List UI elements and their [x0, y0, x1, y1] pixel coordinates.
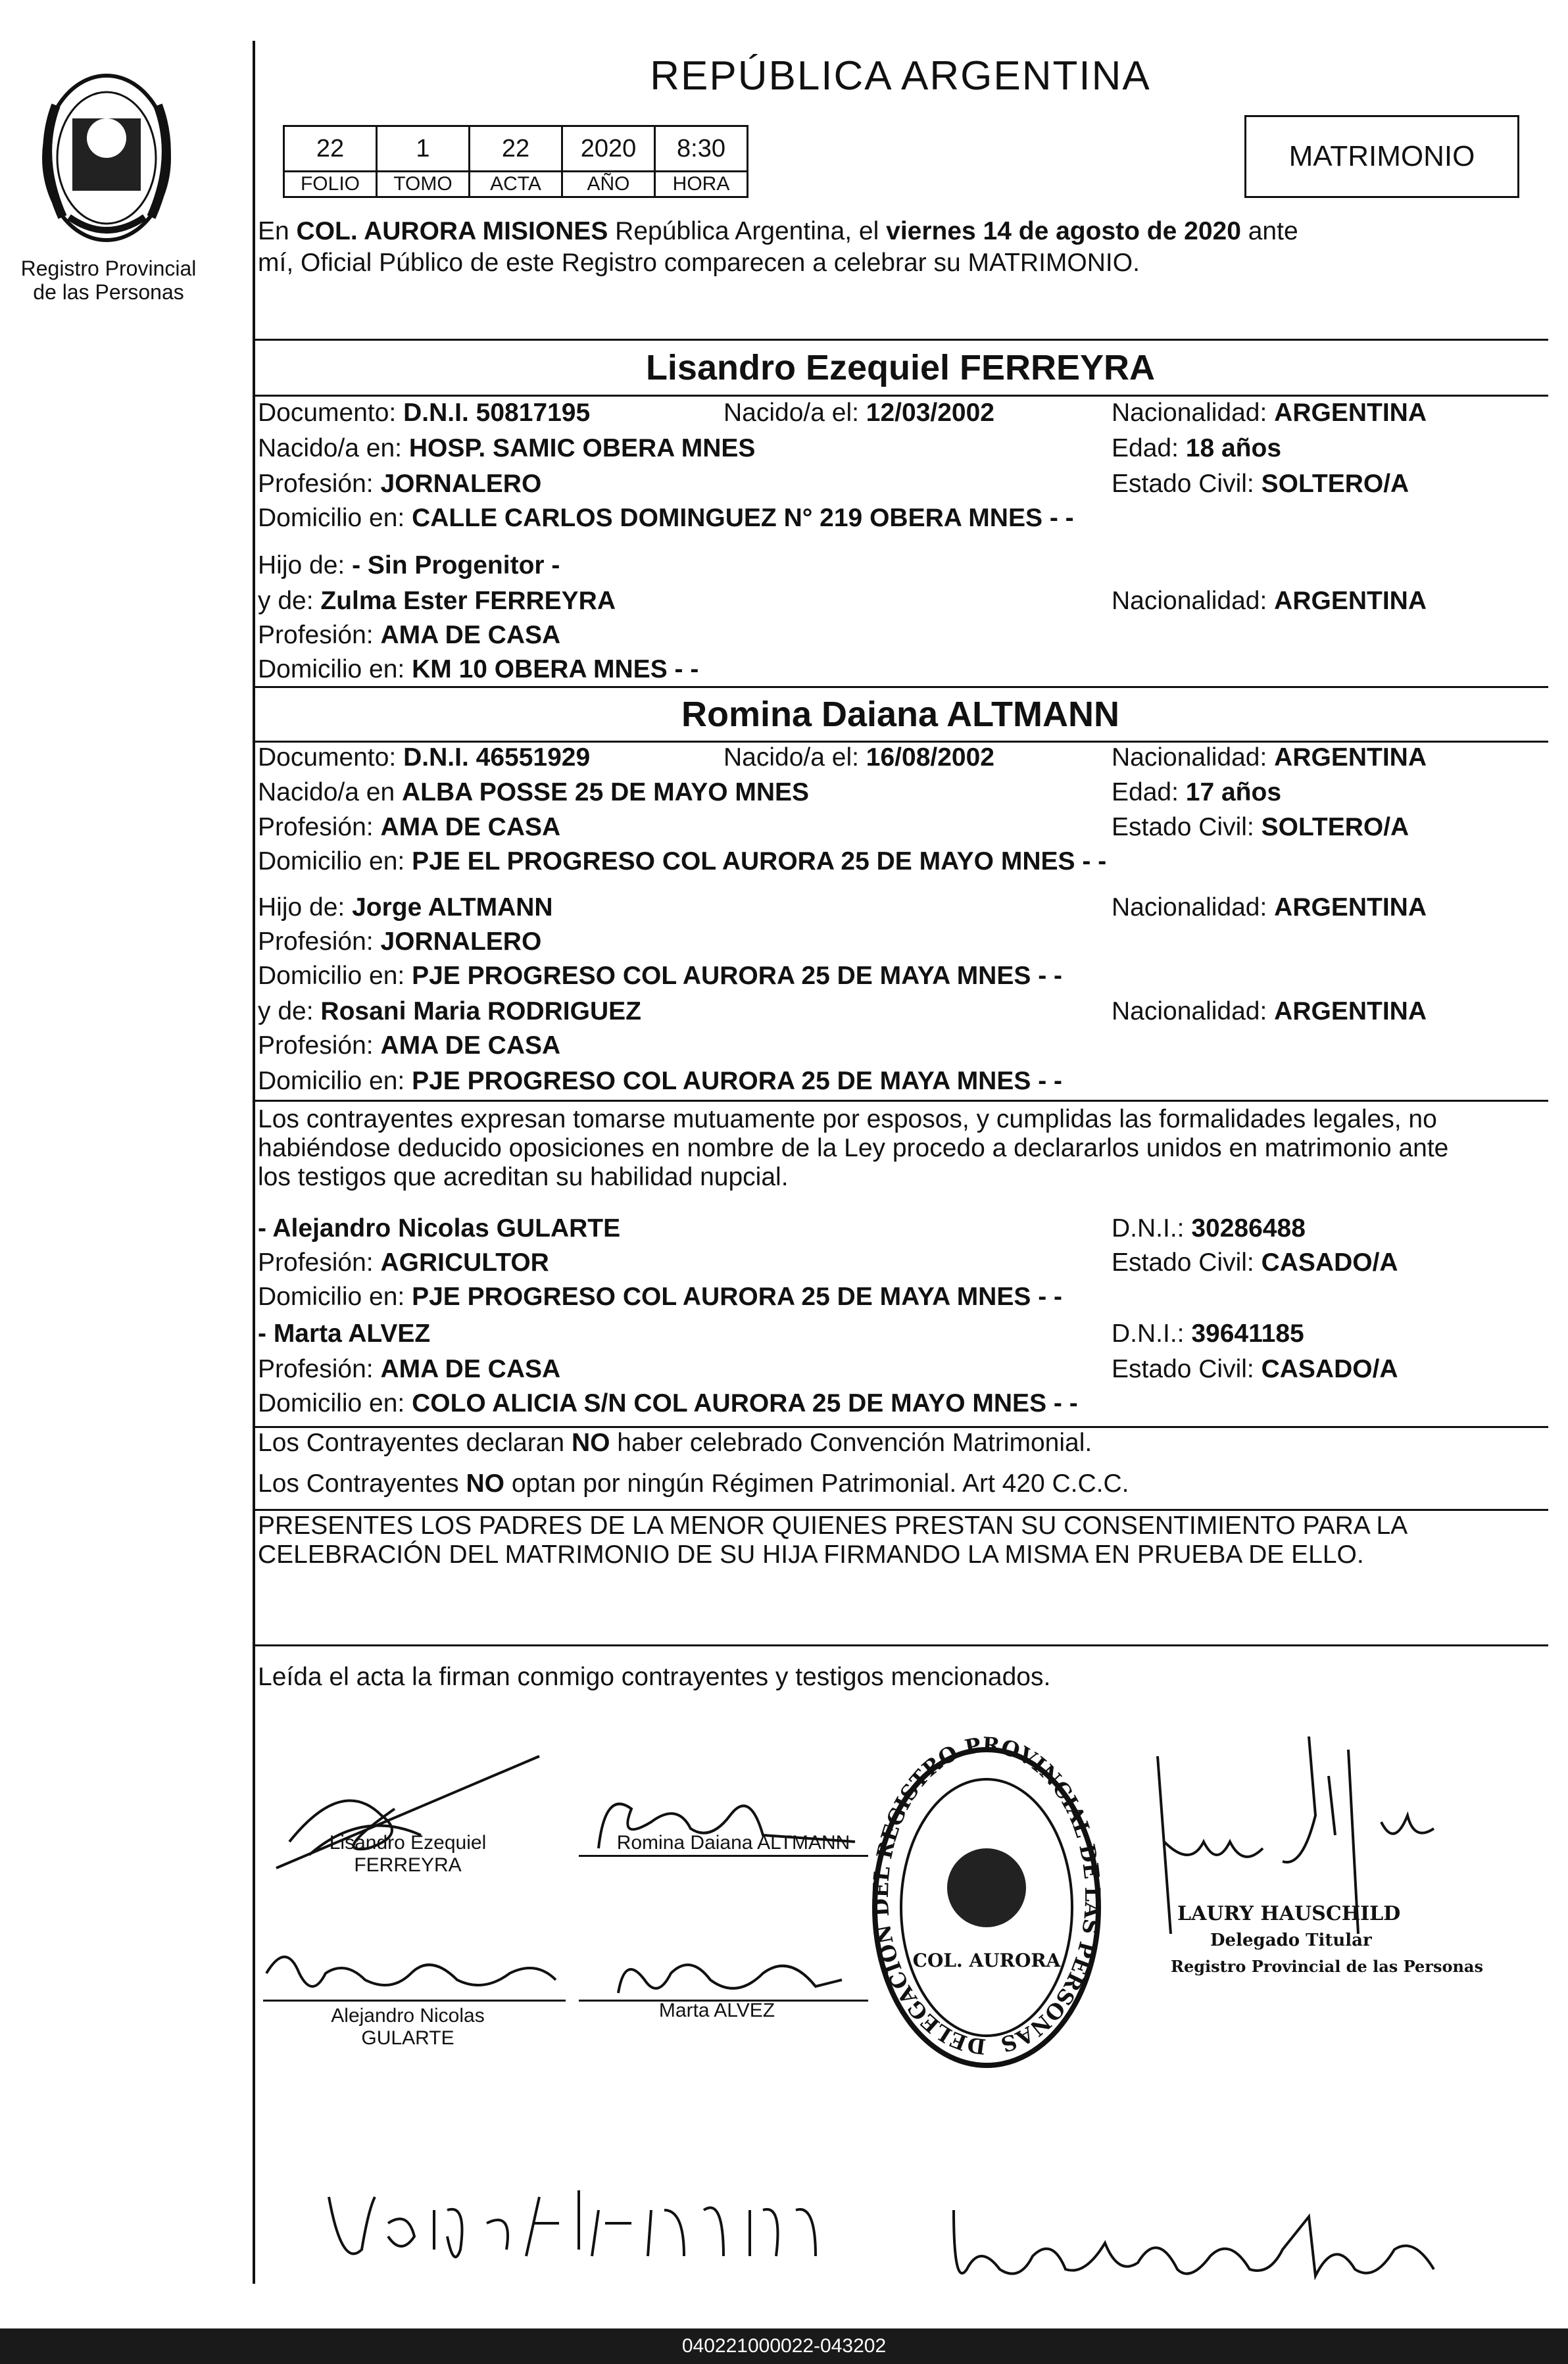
groom-birthplace — [258, 434, 755, 463]
value: PJE EL PROGRESO COL AURORA 25 DE MAYO MNES - - — [412, 847, 1107, 875]
label: D.N.I.: — [1112, 1319, 1185, 1348]
registry-label — [0, 257, 217, 304]
divider — [254, 1100, 1548, 1102]
groom-father — [258, 551, 560, 580]
value: - Alejandro Nicolas GULARTE — [258, 1214, 621, 1243]
official-role: Delegado Titular — [1210, 1931, 1372, 1950]
value: HOSP. SAMIC OBERA MNES — [408, 434, 756, 462]
bride-mother-nat — [1112, 997, 1427, 1026]
witness1-civil — [1112, 1248, 1398, 1277]
value: AMA DE CASA — [380, 1031, 561, 1060]
value: CASADO/A — [1261, 1355, 1398, 1383]
value: AMA DE CASA — [380, 813, 561, 841]
intro-mid: República Argentina, el — [608, 217, 887, 245]
official-block — [1171, 1901, 1513, 1980]
year-value: 2020 — [562, 126, 655, 172]
bride-age — [1112, 778, 1281, 807]
value: AMA DE CASA — [380, 621, 561, 649]
label: Edad: — [1112, 434, 1179, 462]
label: Profesión: — [258, 1355, 374, 1383]
text: NO — [466, 1469, 505, 1498]
value: ARGENTINA — [1274, 997, 1427, 1025]
value: AMA DE CASA — [380, 1355, 561, 1383]
value: PJE PROGRESO COL AURORA 25 DE MAYA MNES - - — [412, 1067, 1063, 1095]
witness2-signature — [592, 1940, 868, 2006]
label: Domicilio en: — [258, 1283, 405, 1311]
witness1-sig-label — [309, 2005, 506, 2050]
witness2-name — [258, 1319, 430, 1348]
value: CALLE CARLOS DOMINGUEZ N° 219 OBERA MNES - - — [412, 504, 1074, 532]
signature-line — [579, 1855, 868, 1857]
document-id-footer: 040221000022-043202 — [0, 2328, 1568, 2364]
divider — [254, 1509, 1548, 1511]
label: Domicilio en: — [258, 847, 405, 875]
text: optan por ningún Régimen Patrimonial. Art 420 C.C.C. — [504, 1469, 1129, 1498]
label: Hijo de: — [258, 551, 345, 579]
label: Profesión: — [258, 813, 374, 841]
page-title: REPÚBLICA ARGENTINA — [650, 53, 1151, 99]
bride-father — [258, 893, 553, 922]
divider — [254, 1644, 1548, 1646]
groom-age — [1112, 434, 1281, 463]
value: SOLTERO/A — [1261, 470, 1409, 498]
registry-label-line2: de las Personas — [33, 280, 184, 304]
registry-seal — [30, 66, 184, 253]
bride-doc — [258, 743, 590, 772]
witness1-prof — [258, 1248, 549, 1277]
declaration-line1: Los contrayentes expresan tomarse mutuamente por esposos, y cumplidas las formalidades legales, no — [258, 1105, 1437, 1133]
record-type-box: MATRIMONIO — [1244, 115, 1519, 198]
hour-label: HORA — [655, 172, 748, 197]
intro-place: COL. AURORA MISIONES — [296, 217, 608, 245]
label: Profesión: — [258, 470, 374, 498]
bride-sig-label: Romina Daiana ALTMANN — [616, 1832, 850, 1854]
divider — [254, 395, 1548, 397]
witness1-dni — [1112, 1214, 1306, 1243]
witness2-sig-label: Marta ALVEZ — [658, 2000, 775, 2021]
record-grid — [283, 125, 748, 198]
folio-label: FOLIO — [284, 172, 377, 197]
bride-mother-addr — [258, 1067, 1062, 1096]
groom-mother-nat — [1112, 587, 1427, 616]
witness2-civil — [1112, 1355, 1398, 1384]
record-values — [284, 126, 748, 172]
label: Nacionalidad: — [1112, 587, 1267, 615]
text: Los Contrayentes declaran — [258, 1429, 572, 1457]
label: D.N.I.: — [1112, 1214, 1185, 1243]
groom-civil — [1112, 470, 1409, 499]
witness1-sig-l1: Alejandro Nicolas — [331, 2005, 485, 2027]
label: Documento: — [258, 743, 397, 772]
bride-father-addr — [258, 962, 1062, 991]
text: NO — [571, 1429, 610, 1457]
bride-father-nat — [1112, 893, 1427, 922]
label: Estado Civil: — [1112, 470, 1254, 498]
value: D.N.I. 46551929 — [403, 743, 591, 772]
groom-born — [723, 399, 994, 428]
divider — [254, 339, 1548, 341]
groom-mother — [258, 587, 616, 616]
groom-prof — [258, 470, 541, 499]
declaration-line3: los testigos que acreditan su habilidad nupcial. — [258, 1163, 789, 1191]
witness1-sig-l2: GULARTE — [361, 2027, 454, 2049]
folio-value: 22 — [284, 126, 377, 172]
tomo-value: 1 — [377, 126, 470, 172]
label: Nacionalidad: — [1112, 399, 1267, 427]
label: y de: — [258, 587, 314, 615]
witness2-dni — [1112, 1319, 1304, 1348]
groom-nat — [1112, 399, 1427, 428]
label: Domicilio en: — [258, 655, 405, 683]
value: 39641185 — [1191, 1319, 1304, 1348]
bride-civil — [1112, 813, 1409, 842]
record-labels — [284, 172, 748, 197]
official-stamp — [862, 1736, 1112, 2079]
groom-mother-prof — [258, 621, 560, 650]
stamp-center-text: COL. AURORA — [912, 1950, 1061, 1971]
year-label: AÑO — [562, 172, 655, 197]
value: 12/03/2002 — [866, 399, 994, 427]
value: 18 años — [1185, 434, 1282, 462]
witness2-prof — [258, 1355, 560, 1384]
bride-nat — [1112, 743, 1427, 772]
bride-mother-prof — [258, 1031, 560, 1060]
label: Nacido/a el: — [723, 399, 859, 427]
label: Profesión: — [258, 621, 374, 649]
value: 16/08/2002 — [866, 743, 994, 772]
declaration — [258, 1105, 1544, 1192]
value: Zulma Ester FERREYRA — [320, 587, 616, 615]
label: Nacido/a el: — [723, 743, 859, 772]
label: Domicilio en: — [258, 1389, 405, 1417]
label: Nacionalidad: — [1112, 893, 1267, 922]
bride-addr — [258, 847, 1106, 876]
label: Domicilio en: — [258, 1067, 405, 1095]
value: COLO ALICIA S/N COL AURORA 25 DE MAYO MNES - - — [412, 1389, 1078, 1417]
groom-mother-addr — [258, 655, 698, 684]
value: ARGENTINA — [1274, 587, 1427, 615]
value: - Sin Progenitor - — [352, 551, 560, 579]
intro-en: En — [258, 217, 297, 245]
groom-doc — [258, 399, 590, 428]
text: haber celebrado Convención Matrimonial. — [610, 1429, 1092, 1457]
witness2-addr — [258, 1389, 1078, 1418]
value: KM 10 OBERA MNES - - — [412, 655, 699, 683]
value: - Marta ALVEZ — [258, 1319, 431, 1348]
label: Estado Civil: — [1112, 813, 1254, 841]
intro-line2: mí, Oficial Público de este Registro comparecen a celebrar su MATRIMONIO. — [258, 249, 1140, 277]
official-office: Registro Provincial de las Personas — [1171, 1957, 1483, 1976]
label: Nacido/a en: — [258, 434, 402, 462]
consent-line1: PRESENTES LOS PADRES DE LA MENOR QUIENES PRESTAN SU CONSENTIMIENTO PARA LA — [258, 1512, 1408, 1540]
witness1-addr — [258, 1283, 1062, 1312]
hour-value: 8:30 — [655, 126, 748, 172]
label: Edad: — [1112, 778, 1179, 806]
acta-label: ACTA — [470, 172, 562, 197]
label: Profesión: — [258, 1031, 374, 1060]
value: 17 años — [1185, 778, 1282, 806]
label: y de: — [258, 997, 314, 1025]
value: AGRICULTOR — [380, 1248, 549, 1277]
label: Nacionalidad: — [1112, 743, 1267, 772]
groom-sig-l2: FERREYRA — [354, 1854, 462, 1876]
divider — [254, 1426, 1548, 1428]
tomo-label: TOMO — [377, 172, 470, 197]
value: ALBA POSSE 25 DE MAYO MNES — [401, 778, 810, 806]
value: 30286488 — [1191, 1214, 1306, 1243]
bride-birthplace — [258, 778, 809, 807]
label: Estado Civil: — [1112, 1355, 1254, 1383]
groom-addr — [258, 504, 1074, 533]
regime-text — [258, 1469, 1129, 1498]
value: ARGENTINA — [1274, 893, 1427, 922]
intro-line1 — [258, 217, 1298, 246]
label: Nacionalidad: — [1112, 997, 1267, 1025]
bride-born — [723, 743, 994, 772]
value: ARGENTINA — [1274, 399, 1427, 427]
label: Documento: — [258, 399, 397, 427]
intro-date: viernes 14 de agosto de 2020 — [886, 217, 1241, 245]
bride-mother — [258, 997, 641, 1026]
groom-name: Lisandro Ezequiel FERREYRA — [645, 348, 1156, 387]
divider — [254, 686, 1548, 688]
value: PJE PROGRESO COL AURORA 25 DE MAYA MNES - - — [412, 1283, 1063, 1311]
convention-text — [258, 1429, 1092, 1458]
label: Nacido/a en — [258, 778, 395, 806]
value: CASADO/A — [1261, 1248, 1398, 1277]
signature-line — [263, 2000, 566, 2002]
value: Rosani Maria RODRIGUEZ — [320, 997, 641, 1025]
label: Domicilio en: — [258, 962, 405, 990]
closing-text: Leída el acta la firman conmigo contrayentes y testigos mencionados. — [258, 1663, 1051, 1691]
acta-value: 22 — [470, 126, 562, 172]
stamp-ring-text: DELEGACION DEL REGISTRO PROVINCIAL DE LAS PERSONAS — [868, 1736, 1106, 2059]
intro-end: ante — [1240, 217, 1298, 245]
value: JORNALERO — [380, 927, 542, 956]
label: Profesión: — [258, 927, 374, 956]
groom-sig-l1: Lisandro Ezequiel — [329, 1832, 487, 1854]
father-signature — [316, 2171, 868, 2276]
text: Los Contrayentes — [258, 1469, 466, 1498]
value: PJE PROGRESO COL AURORA 25 DE MAYA MNES - - — [412, 962, 1063, 990]
value: JORNALERO — [380, 470, 542, 498]
value: D.N.I. 50817195 — [403, 399, 591, 427]
bride-father-prof — [258, 927, 541, 956]
divider — [254, 741, 1548, 743]
value: Jorge ALTMANN — [352, 893, 553, 922]
groom-sig-label — [309, 1832, 506, 1877]
declaration-line2: habiéndose deducido oposiciones en nombre de la Ley procedo a declararlos unidos en matrimonio ante — [258, 1134, 1449, 1162]
bride-prof — [258, 813, 560, 842]
label: Hijo de: — [258, 893, 345, 922]
consent — [258, 1512, 1544, 1569]
witness1-name — [258, 1214, 620, 1243]
value: ARGENTINA — [1274, 743, 1427, 772]
label: Profesión: — [258, 1248, 374, 1277]
label: Domicilio en: — [258, 504, 405, 532]
consent-line2: CELEBRACIÓN DEL MATRIMONIO DE SU HIJA FIRMANDO LA MISMA EN PRUEBA DE ELLO. — [258, 1540, 1364, 1569]
label: Estado Civil: — [1112, 1248, 1254, 1277]
official-name: LAURY HAUSCHILD — [1177, 1902, 1401, 1925]
value: SOLTERO/A — [1261, 813, 1409, 841]
registry-label-line1: Registro Provincial — [20, 257, 197, 280]
bride-name: Romina Daiana ALTMANN — [681, 695, 1120, 734]
mother-signature — [941, 2197, 1467, 2289]
